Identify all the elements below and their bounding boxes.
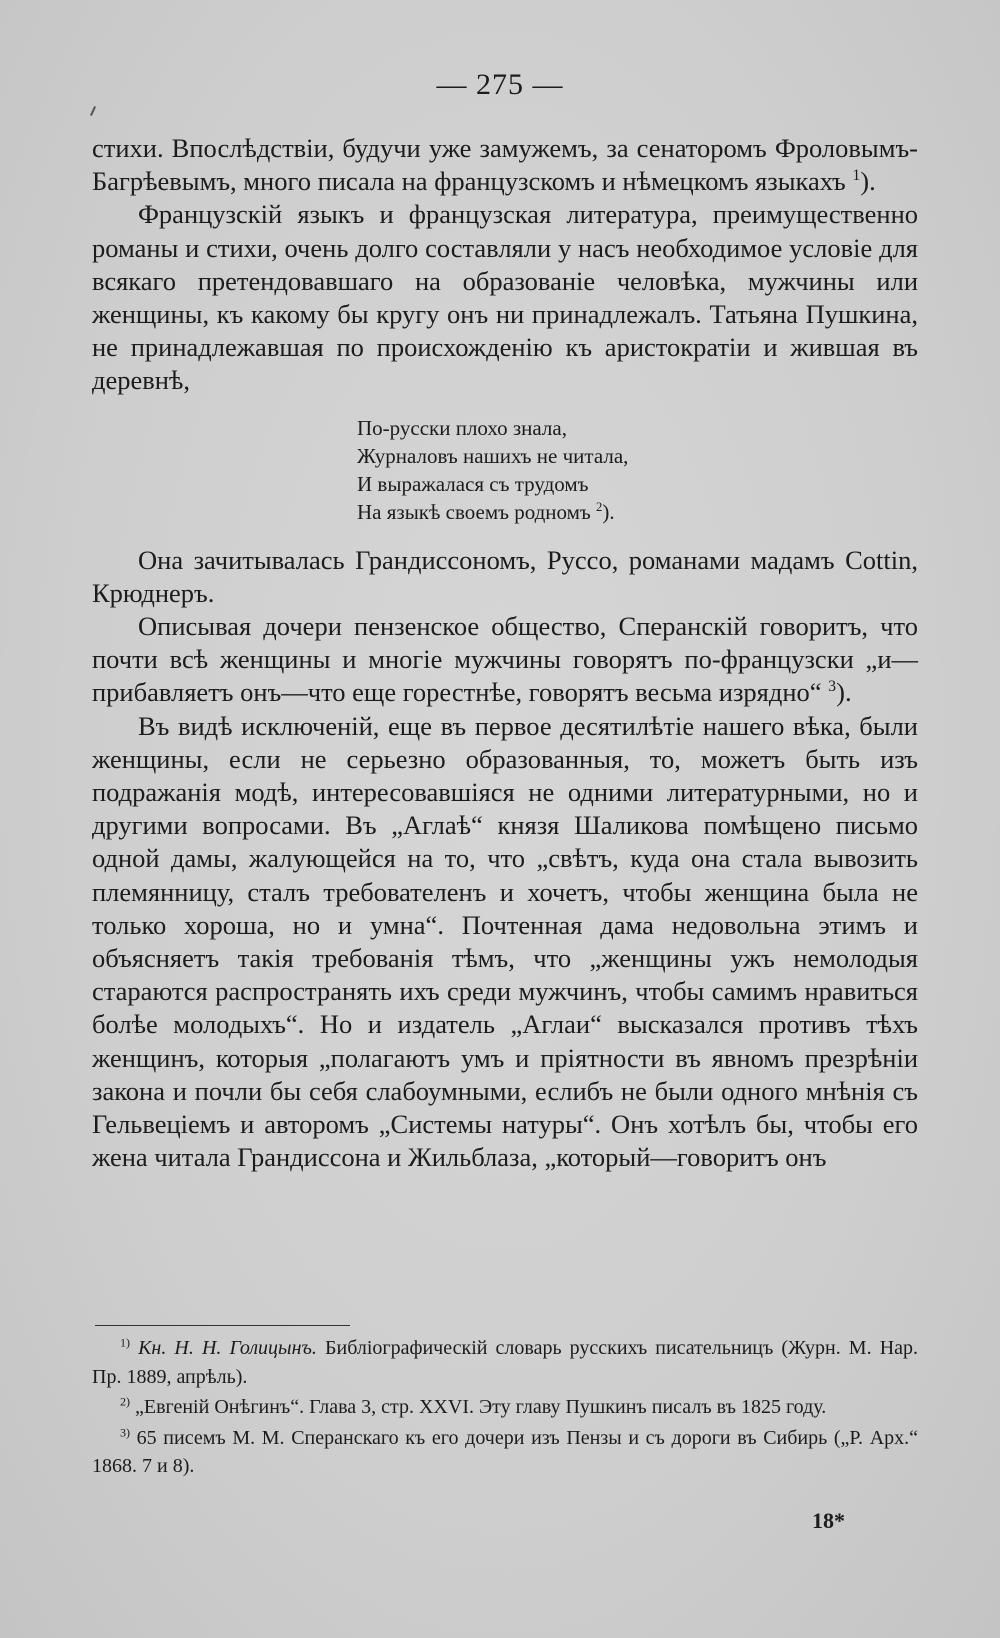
printer-signature: 18* [812, 1508, 845, 1533]
footnote-1-text: Библіографическій словарь русскихъ писательницъ (Журн. М. Нар. Пр. 1889, апрѣль). [92, 1337, 919, 1388]
verse-line-4: На языкѣ своемъ родномъ $^2$). [357, 499, 615, 524]
paragraph-4: Описывая дочери пензенское общество, Сперанскій говоритъ, что почти всѣ женщины и многіе мужчины говорятъ по-французски „и—прибавляетъ онъ—что еще горестнѣе, говорятъ весьма изрядно“ $^3$). [92, 611, 918, 708]
footnote-ref-2: 2 [596, 499, 603, 514]
footnote-1-author: Кн. Н. Н. Голицынъ. [138, 1337, 317, 1359]
paragraph-1: стихи. Впослѣдствіи, будучи уже замужемъ, за сенаторомъ Фроловымъ-Багрѣевымъ, много писала на французскомъ и нѣмецкомъ языкахъ $^1$). [92, 133, 918, 197]
paragraph-4-text: Описывая дочери пензенское общество, Сперанскій говоритъ, что почти всѣ женщины и многіе мужчины говорятъ по-французски „и—прибавляетъ онъ—что еще горестнѣе, говорятъ весьма изрядно“ [92, 611, 918, 708]
footnote-ref-3: 3 [828, 678, 837, 696]
page-number: — 275 — [436, 68, 564, 101]
verse-line-2: Журналовъ нашихъ не читала, [357, 443, 629, 468]
footnote-3-text: 65 писемъ М. М. Сперанскаго къ его дочери изъ Пензы и съ дороги въ Сибирь („Р. Арх.“ 1868. 7 и 8). [92, 1426, 919, 1477]
paragraph-2: Французскій языкъ и французская литература, преимущественно романы и стихи, очень долго составляли у насъ необходимое условіе для всякаго претендовавшаго на образованіе человѣка, мужчины или женщины, къ какому бы кругу онъ ни принадлежалъ. Татьяна Пушкина, не принадлежавшая по происхожденію къ аристократіи и жившая въ деревнѣ, [92, 199, 918, 396]
footnote-3: $^{3)}$ 65 писемъ М. М. Сперанскаго къ его дочери изъ Пензы и съ дороги въ Сибирь („Р. Арх.“ 1868. 7 и 8). [92, 1424, 919, 1477]
footnote-1: $^{1)}$ Кн. Н. Н. Голицынъ. Библіографическій словарь русскихъ писательницъ (Журн. М. Нар. Пр. 1889, апрѣль). [92, 1335, 919, 1388]
verse-line-3: И выражалася съ трудомъ [357, 471, 589, 496]
paragraph-5: Въ видѣ исключеній, еще въ первое десятилѣтіе нашего вѣка, были женщины, если не серьезно образованныя, то, можетъ быть изъ подражанія модѣ, интересовавшіяся не одними литературными, но и другими вопросами. Въ „Аглаѣ“ князя Шаликова помѣщено письмо одной дамы, жалующейся на то, что „свѣтъ, куда она стала вывозить племянницу, сталъ требователенъ и хочетъ, чтобы женщина была не только хороша, но и умна“. Почтенная дама недовольна этимъ и объясняетъ такія требованія тѣмъ, что „женщины ужъ немолодыя стараются распространять ихъ среди мужчинъ, чтобы самимъ нравиться болѣе молодыхъ“. Но и издатель „Аглаи“ высказался противъ тѣхъ женщинъ, которыя „полагаютъ умъ и пріятности въ явномъ презрѣніи закона и почли бы себя слабоумными, еслибъ не были одного мнѣнія съ Гельвеціемъ и авторомъ „Системы натуры“. Онъ хотѣлъ бы, чтобы его жена читала Грандиссона и Жильблаза, „который—говоритъ онъ [92, 710, 918, 1173]
paragraph-1-text: стихи. Впослѣдствіи, будучи уже замужемъ, за сенаторомъ Фроловымъ-Багрѣевымъ, много писала на французскомъ и нѣмецкомъ языкахъ [92, 133, 918, 197]
footnotes [92, 1334, 918, 1483]
footnote-divider [95, 1325, 350, 1326]
ink-mark [90, 106, 96, 116]
main-text [92, 132, 918, 1174]
footnote-ref-1: 1 [852, 167, 861, 185]
verse-quote [357, 414, 918, 526]
footnote-2-text: „Евгеній Онѣгинъ“. Глава 3, стр. XXVI. Эту главу Пушкинъ писалъ въ 1825 году. [135, 1396, 827, 1418]
verse-line-1: По-русски плохо знала, [357, 415, 567, 440]
footnote-2: $^{2)}$ „Евгеній Онѣгинъ“. Глава 3, стр. XXVI. Эту главу Пушкинъ писалъ въ 1825 году. [120, 1394, 827, 1418]
paragraph-3: Она зачитывалась Грандиссономъ, Руссо, романами мадамъ Cottin, Крюднеръ. [92, 544, 918, 608]
